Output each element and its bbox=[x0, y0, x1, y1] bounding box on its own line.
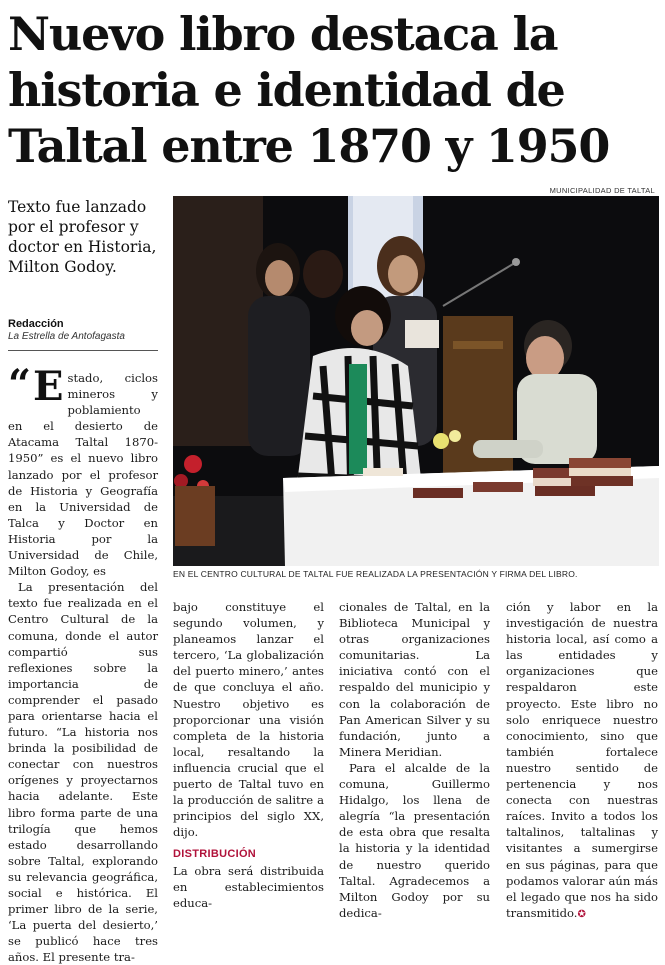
lede: Texto fue lanzado por el profesor y doctor en Historia, Milton Godoy. bbox=[8, 198, 157, 276]
article-paragraph: Para el alcalde de la comuna, Guillermo Hidalgo, los llena de alegría “la presentación de esta obra que resalta la historia y la identidad de nuestro querido Taltal. Agradecemos a Milton Godoy por su dedica- bbox=[339, 760, 490, 920]
article-paragraph: bajo constituye el segundo volumen, y planeamos lanzar el tercero, ‘La globalización del puerto minero,’ antes de que concluya el año. Nuestro objetivo es proporcionar una visión completa de la historia local, resaltando la influencia crucial que el puerto de Taltal tuvo en la producción de salitre a principios del siglo XX, dijo. bbox=[173, 600, 324, 840]
opening-quote-mark: “ bbox=[8, 361, 32, 408]
article-column-1 bbox=[8, 361, 158, 965]
event-photo bbox=[173, 196, 659, 566]
article-paragraph: ción y labor en la investigación de nuestra historia local, así como a las entidades y organizaciones que respaldaron este proyecto. Este libro no solo enriquece nuestro conocimiento, sino que también fortalece nuestro sentido de pertenencia y nos conecta con nuestras raíces. Invito a todos los taltalinos, taltalinas y visitantes a sumergirse en sus páginas, para que podamos valorar aún más el legado que nos ha sido transmitido. bbox=[506, 600, 658, 920]
book-signing-illustration bbox=[173, 196, 659, 566]
section-subhead: DISTRIBUCIÓN bbox=[173, 848, 257, 861]
article-paragraph: cionales de Taltal, en la Biblioteca Municipal y otras organizaciones comunitarias. La iniciativa contó con el respaldo del municipio y con la colaboración de Pan American Silver y su fundación, junto a Minera Meridian. bbox=[339, 600, 490, 759]
photo-credit: MUNICIPALIDAD DE TALTAL bbox=[549, 186, 655, 195]
article-paragraph: stado, ciclos mineros y poblamiento en el desierto de Atacama Taltal 1870-1950” es el nuevo libro lanzado por el profesor de Historia y Geografía en la Universidad de Talca y Doctor en Historia por la Universidad de Chile, Milton Godoy, es bbox=[8, 371, 158, 579]
photo-caption: EN EL CENTRO CULTURAL DE TALTAL FUE REALIZADA LA PRESENTACIÓN Y FIRMA DEL LIBRO. bbox=[173, 569, 578, 579]
end-mark-icon: ✪ bbox=[577, 908, 586, 920]
byline-author: Redacción bbox=[8, 318, 64, 330]
byline-divider bbox=[8, 350, 158, 351]
headline: Nuevo libro destaca la historia e identidad de Taltal entre 1870 y 1950 bbox=[8, 7, 610, 173]
article-column-4 bbox=[506, 599, 658, 923]
byline-source: La Estrella de Antofagasta bbox=[8, 331, 125, 342]
article-column-2 bbox=[173, 599, 324, 911]
dropcap: E bbox=[33, 363, 64, 410]
article-paragraph: La obra será distribuida en establecimientos educa- bbox=[173, 863, 324, 910]
article-column-3 bbox=[339, 599, 490, 921]
article-paragraph: La presentación del texto fue realizada en el Centro Cultural de la comuna, donde el autor compartió sus reflexiones sobre la importancia de comprender el pasado para orientarse hacia el futuro. “La historia nos brinda la posibilidad de conectar con nuestros orígenes y proyectarnos hacia adelante. Este libro forma parte de una trilogía que hemos estado desarrollando sobre Taltal, explorando su relevancia geográfica, social e histórica. El primer libro de la serie, ‘La puerta del desierto,’ se publicó hace tres años. El presente tra- bbox=[8, 580, 158, 965]
